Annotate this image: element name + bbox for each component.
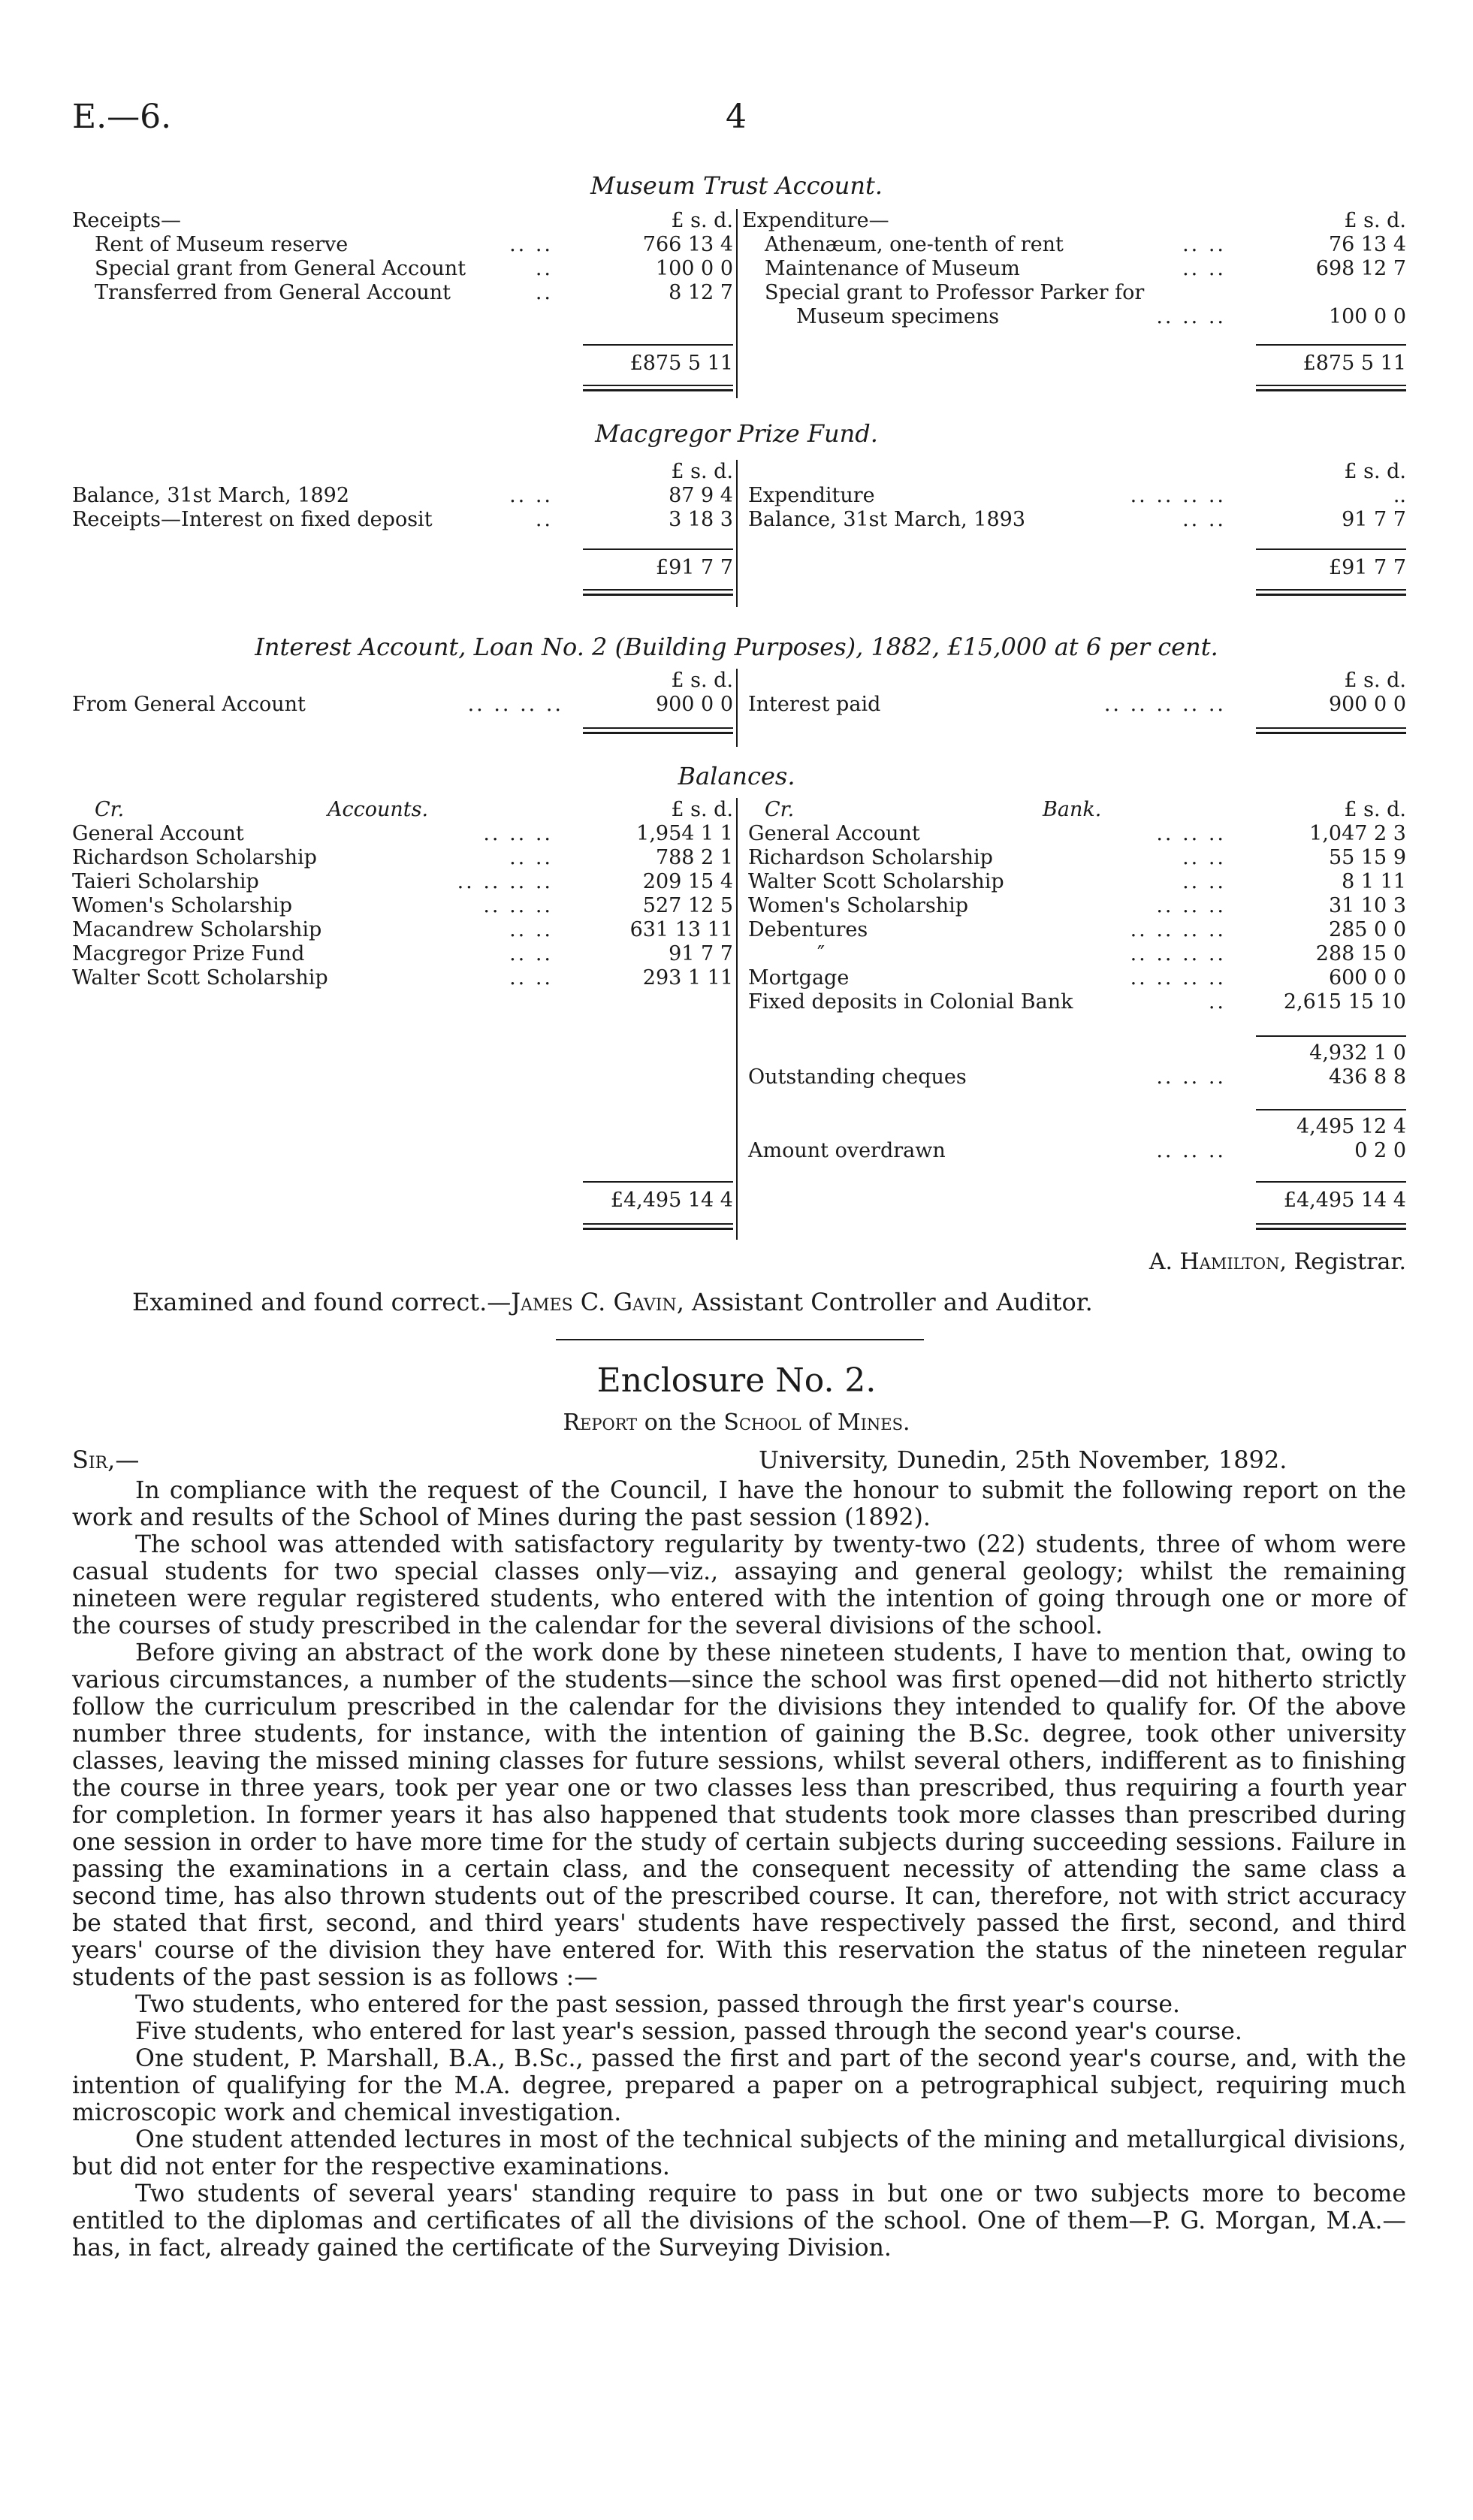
- row-amount: 600 0 0: [1328, 966, 1406, 990]
- table-row: Fixed deposits in Colonial Bank .. 2,615 15 10: [748, 990, 1406, 1014]
- dot-leader: .. .. ..: [1156, 1065, 1226, 1089]
- bank-heading: Bank.: [1043, 798, 1102, 821]
- row-label: Women's Scholarship: [72, 894, 293, 917]
- lsd-heading: £ s. d.: [671, 460, 733, 483]
- table-row: Women's Scholarship .. .. .. 527 12 5: [72, 894, 733, 917]
- bank-subtotal-1: 4,932 1 0: [1309, 1041, 1406, 1065]
- paragraph: In compliance with the request of the Council, I have the honour to submit the following report on the work and results of the School of Mines during the past session (1892).: [72, 1477, 1406, 1531]
- row-amount: 285 0 0: [1328, 918, 1406, 941]
- museum-total-left: £875 5 11: [629, 352, 733, 375]
- row-amount: 766 13 4: [642, 233, 733, 256]
- subtitle-connector: on the: [637, 1410, 724, 1436]
- table-row: General Account .. .. .. 1,954 1 1: [72, 822, 733, 845]
- interest-right-column: [742, 669, 1406, 717]
- paragraph: Five students, who entered for last year's session, passed through the second year's course.: [135, 2018, 1242, 2045]
- row-label: Taieri Scholarship: [72, 870, 259, 893]
- row-label: Women's Scholarship: [748, 894, 969, 917]
- bank-subtotal-2: 4,495 12 4: [1296, 1115, 1406, 1138]
- row-amount: 55 15 9: [1328, 846, 1406, 869]
- row-label: Receipts—Interest on fixed deposit: [72, 508, 433, 531]
- registrar-signoff: [72, 1249, 1406, 1275]
- total-rule: [1256, 385, 1406, 391]
- row-amount: 788 2 1: [655, 846, 733, 869]
- sum-rule: [1256, 1035, 1406, 1037]
- paragraph: Two students of several years' standing require to pass in but one or two subjects more to become entitled to the diplomas and certificates of all the divisions of the school. One of them—P. G. Morgan, M.A.—has, in fact, already gained the certificate of the Surveying Division.: [72, 2180, 1406, 2262]
- row-amount: 91 7 7: [669, 942, 733, 965]
- table-row: Walter Scott Scholarship .. .. 8 1 11: [748, 870, 1406, 893]
- table-row: Interest paid .. .. .. .. .. 900 0 0: [748, 693, 1406, 716]
- table-row: From General Account .. .. .. .. 900 0 0: [72, 693, 733, 716]
- row-amount: 900 0 0: [655, 693, 733, 716]
- lsd-heading: £ s. d.: [1344, 798, 1406, 821]
- row-label: Special grant from General Account: [95, 257, 466, 280]
- row-amount: 3 18 3: [669, 508, 733, 531]
- paragraph: Two students, who entered for the past session, passed through the first year's course.: [135, 1991, 1180, 2018]
- macgregor-fund-table: [72, 460, 1406, 607]
- table-row: Balance, 31st March, 1893 .. .. 91 7 7: [748, 508, 1406, 531]
- row-label: Maintenance of Museum: [765, 257, 1020, 280]
- column-divider: [736, 669, 738, 747]
- enclosure-subtitle: [0, 1410, 1473, 1436]
- lsd-heading: £ s. d.: [1344, 669, 1406, 692]
- row-label: From General Account: [72, 693, 306, 716]
- row-amount: ..: [1393, 484, 1406, 507]
- row-amount: 698 12 7: [1315, 257, 1406, 280]
- total-rule: [1256, 589, 1406, 596]
- table-row: Taieri Scholarship .. .. .. .. 209 15 4: [72, 870, 733, 893]
- lsd-heading: £ s. d.: [1344, 209, 1406, 232]
- document-reference: E.—6.: [72, 98, 172, 136]
- museum-account-title: Museum Trust Account.: [590, 171, 883, 200]
- column-divider: [736, 209, 738, 398]
- interest-account-table: [72, 669, 1406, 747]
- table-row: Athenæum, one-tenth of rent .. .. 76 13 4: [765, 233, 1406, 256]
- subtitle-school: School: [723, 1410, 801, 1436]
- paragraph: One student, P. Marshall, B.A., B.Sc., passed the first and part of the second year's course, and, with the intention of qualifying for the M.A. degree, prepared a paper on a petrographical subject, requiring much microscopic work and chemical investigation.: [72, 2045, 1406, 2126]
- examined-suffix: , Assistant Controller and Auditor.: [676, 1288, 1093, 1316]
- balances-total-right: £4,495 14 4: [1283, 1189, 1406, 1212]
- subtitle-mines: Mines.: [837, 1410, 910, 1436]
- row-amount: 209 15 4: [642, 870, 733, 893]
- row-label: General Account: [748, 822, 920, 845]
- table-row: Women's Scholarship .. .. .. 31 10 3: [748, 894, 1406, 917]
- museum-account-table: [72, 209, 1406, 398]
- paragraph: One student attended lectures in most of the technical subjects of the mining and metallurgical divisions, but did not enter for the respective examinations.: [72, 2126, 1406, 2180]
- cr-label: Cr.: [765, 798, 795, 821]
- row-label: Athenæum, one-tenth of rent: [765, 233, 1064, 256]
- row-amount: 91 7 7: [1342, 508, 1406, 531]
- auditor-name: James C. Gavin: [511, 1288, 677, 1316]
- table-row: Macgregor Prize Fund .. .. 91 7 7: [72, 942, 733, 965]
- table-row: Debentures .. .. .. .. 285 0 0: [748, 918, 1406, 941]
- overdrawn-amount: 0 2 0: [1354, 1139, 1406, 1162]
- museum-total-right: £875 5 11: [1302, 352, 1406, 375]
- row-amount: 100 0 0: [1328, 305, 1406, 328]
- lsd-heading: £ s. d.: [671, 209, 733, 232]
- row-label: Transferred from General Account: [95, 281, 451, 304]
- total-rule: [583, 589, 733, 596]
- sum-rule: [1256, 548, 1406, 550]
- row-amount: 87 9 4: [669, 484, 733, 507]
- row-label: Walter Scott Scholarship: [748, 870, 1004, 893]
- row-amount: 900 0 0: [1328, 693, 1406, 716]
- row-label: Walter Scott Scholarship: [72, 966, 328, 990]
- column-divider: [736, 460, 738, 607]
- row-label: Richardson Scholarship: [72, 846, 317, 869]
- expenditure-heading: Expenditure—: [742, 209, 889, 232]
- museum-receipts-column: [72, 209, 733, 305]
- row-label: Interest paid: [748, 693, 881, 716]
- balances-total-left: £4,495 14 4: [610, 1189, 733, 1212]
- subtitle-report: Report: [563, 1410, 638, 1436]
- row-label: Museum specimens: [796, 305, 1000, 328]
- row-amount: 631 13 11: [629, 918, 733, 941]
- row-amount: 1,047 2 3: [1309, 822, 1406, 845]
- cr-label: Cr.: [95, 798, 125, 821]
- interest-left-column: [72, 669, 733, 717]
- macgregor-right-column: [742, 460, 1406, 532]
- outstanding-amount: 436 8 8: [1328, 1065, 1406, 1089]
- sum-rule: [583, 344, 733, 346]
- row-amount: 8 12 7: [669, 281, 733, 304]
- overdrawn-label: Amount overdrawn: [748, 1139, 946, 1162]
- balances-accounts-column: [72, 798, 733, 990]
- balances-title: Balances.: [678, 762, 795, 790]
- auditor-statement: [132, 1288, 1093, 1316]
- table-row: Special grant from General Account .. 100 0 0: [95, 257, 733, 280]
- page-number: 4: [726, 98, 747, 136]
- row-amount: 31 10 3: [1328, 894, 1406, 917]
- table-row: Richardson Scholarship .. .. 55 15 9: [748, 846, 1406, 869]
- row-label: Balance, 31st March, 1892: [72, 484, 350, 507]
- table-row: Mortgage .. .. .. .. 600 0 0: [748, 966, 1406, 990]
- registrar-name: A. Hamilton: [1149, 1249, 1280, 1275]
- macgregor-left-column: [72, 460, 733, 532]
- row-amount: 8 1 11: [1342, 870, 1406, 893]
- accounts-heading: Accounts.: [328, 798, 429, 821]
- row-label: General Account: [72, 822, 244, 845]
- total-rule: [583, 1223, 733, 1230]
- section-divider: [556, 1339, 924, 1340]
- paragraph: Before giving an abstract of the work done by these nineteen students, I have to mention that, owing to various circumstances, a number of the students—since the school was first opened—did not hitherto strictly follow the curriculum prescribed in the calendar for the divisions they intended to qualify for. Of the above number three students, for instance, with the intention of gaining the B.Sc. degree, took other university classes, leaving the missed mining classes for future sessions, whilst several others, indifferent as to finishing the course in three years, took per year one or two classes less than prescribed, thus requiring a fourth year for completion. In former years it has also happened that students took more classes than prescribed during one session in order to have more time for the study of certain subjects during succeeding sessions. Failure in passing the examinations in a certain class, and the consequent necessity of attending the same class a second time, has also thrown students out of the prescribed course. It can, therefore, not with strict accuracy be stated that first, second, and third years' students have respectively passed the first, second, and third years' course of the division they have entered for. With this reservation the status of the nineteen regular students of the past session is as follows :—: [72, 1639, 1406, 1991]
- sum-rule: [1256, 344, 1406, 346]
- row-amount: 288 15 0: [1315, 942, 1406, 965]
- receipts-heading: Receipts—: [72, 209, 182, 232]
- paragraph: The school was attended with satisfactory regularity by twenty-two (22) students, three of whom were casual students for two special classes only—viz., assaying and general geology; whilst the remaining nineteen were regular registered students, who entered with the intention of going through one or more of the courses of study prescribed in the calendar for the several divisions of the school.: [72, 1531, 1406, 1639]
- sum-rule: [583, 1181, 733, 1183]
- lsd-heading: £ s. d.: [1344, 460, 1406, 483]
- subtitle-connector-of: of: [801, 1410, 838, 1436]
- salutation: Sir,—: [72, 1446, 140, 1474]
- row-label: Debentures: [748, 918, 868, 941]
- table-row: Transferred from General Account .. 8 12 7: [95, 281, 733, 304]
- table-row: [742, 281, 1406, 305]
- row-amount: 293 1 11: [642, 966, 733, 990]
- row-amount: 100 0 0: [655, 257, 733, 280]
- enclosure-title: Enclosure No. 2.: [596, 1361, 877, 1400]
- row-label: Mortgage: [748, 966, 850, 990]
- row-label: Fixed deposits in Colonial Bank: [748, 990, 1073, 1014]
- table-row: Maintenance of Museum .. .. 698 12 7: [765, 257, 1406, 280]
- row-label: Expenditure: [748, 484, 875, 507]
- row-label: Macandrew Scholarship: [72, 918, 322, 941]
- outstanding-label: Outstanding cheques: [748, 1065, 967, 1089]
- report-body: [72, 1477, 1406, 2262]
- table-row: Rent of Museum reserve .. .. 766 13 4: [95, 233, 733, 256]
- sum-rule: [1256, 1109, 1406, 1110]
- row-label: Balance, 31st March, 1893: [748, 508, 1026, 531]
- table-row: Walter Scott Scholarship .. .. 293 1 11: [72, 966, 733, 990]
- lsd-heading: £ s. d.: [671, 798, 733, 821]
- examined-prefix: Examined and found correct.—: [132, 1288, 512, 1316]
- table-row: General Account .. .. .. 1,047 2 3: [748, 822, 1406, 845]
- sum-rule: [1256, 1181, 1406, 1183]
- row-label: ″: [817, 942, 826, 965]
- museum-expenditure-column: [742, 209, 1406, 329]
- registrar-role: , Registrar.: [1279, 1249, 1406, 1275]
- total-rule: [583, 727, 733, 734]
- total-rule: [583, 385, 733, 391]
- table-row: Balance, 31st March, 1892 .. .. 87 9 4: [72, 484, 733, 507]
- place-date: University, Dunedin, 25th November, 1892.: [759, 1446, 1287, 1474]
- interest-account-title: Interest Account, Loan No. 2 (Building Purposes), 1882, £15,000 at 6 per cent.: [255, 633, 1218, 661]
- lsd-heading: £ s. d.: [671, 669, 733, 692]
- table-row: Museum specimens .. .. .. 100 0 0: [796, 305, 1406, 328]
- row-amount: 76 13 4: [1328, 233, 1406, 256]
- total-rule: [1256, 727, 1406, 734]
- table-row: ″ .. .. .. .. 288 15 0: [817, 942, 1406, 965]
- row-amount: 1,954 1 1: [636, 822, 733, 845]
- row-label: Special grant to Professor Parker for: [765, 281, 1145, 304]
- dot-leader: .. .. ..: [1156, 1139, 1226, 1162]
- table-row: Macandrew Scholarship .. .. 631 13 11: [72, 918, 733, 941]
- macgregor-fund-title: Macgregor Prize Fund.: [595, 419, 878, 448]
- total-rule: [1256, 1223, 1406, 1230]
- row-label: Rent of Museum reserve: [95, 233, 349, 256]
- table-row: Expenditure .. .. .. .. ..: [748, 484, 1406, 507]
- table-row: Richardson Scholarship .. .. 788 2 1: [72, 846, 733, 869]
- balances-bank-column: [742, 798, 1406, 1014]
- table-row: Receipts—Interest on fixed deposit .. 3 18 3: [72, 508, 733, 531]
- row-amount: 527 12 5: [642, 894, 733, 917]
- column-divider: [736, 798, 738, 1240]
- balances-table: [72, 798, 1406, 1240]
- row-label: Richardson Scholarship: [748, 846, 993, 869]
- row-amount: 2,615 15 10: [1283, 990, 1406, 1014]
- macgregor-total-right: £91 7 7: [1328, 556, 1406, 579]
- row-label: Macgregor Prize Fund: [72, 942, 305, 965]
- macgregor-total-left: £91 7 7: [655, 556, 733, 579]
- sum-rule: [583, 548, 733, 550]
- page-header: [0, 98, 1473, 143]
